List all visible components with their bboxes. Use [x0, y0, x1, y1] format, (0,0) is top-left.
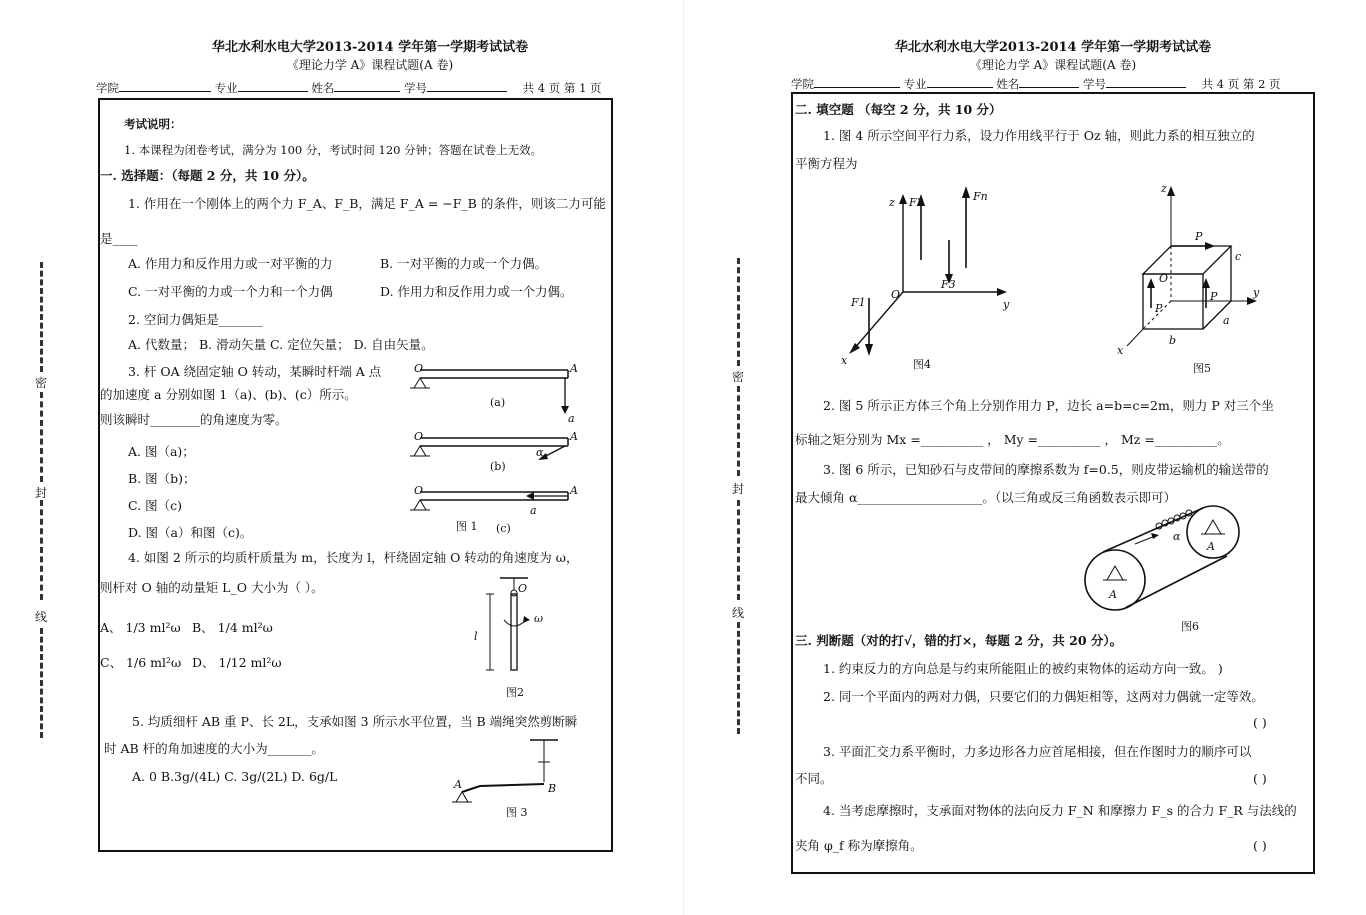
- fig5-label-z: z: [1161, 182, 1167, 195]
- figure-6: [1073, 500, 1333, 636]
- q1-cont: 是____: [100, 231, 138, 246]
- fig4-caption: 图4: [913, 358, 931, 371]
- fig5-label-a: a: [1223, 314, 1230, 327]
- fig3-caption: 图 3: [506, 806, 528, 819]
- fig1-label-acc: a: [530, 504, 537, 517]
- fig3-label-A: A: [454, 778, 462, 791]
- q1-option-a: A. 作用力和反作用力或一对平衡的力: [128, 256, 333, 271]
- fig1-label-alpha: α: [536, 446, 544, 459]
- page-info: 共 4 页 第 1 页: [522, 81, 602, 95]
- fig4-label-F1: F1: [851, 296, 866, 309]
- exam-subtitle: 《理论力学 A》课程试题(A 卷): [286, 58, 454, 72]
- fig1-label-b: (b): [490, 460, 506, 473]
- fig5-label-O: O: [1159, 272, 1169, 285]
- fig6-label-A: A: [1109, 588, 1117, 601]
- page-info: 共 4 页 第 2 页: [1201, 77, 1281, 91]
- fig1-label-a: (a): [490, 396, 506, 409]
- fig3-label-B: B: [548, 782, 557, 795]
- seal-char: 线: [35, 610, 48, 624]
- q4-option-d: D、 1/12 ml²ω: [192, 655, 282, 670]
- q3-option-c: C. 图（c): [128, 498, 182, 513]
- fig1-label-c: (c): [496, 522, 511, 535]
- fig1-label-O: O: [414, 430, 424, 443]
- fig4-label-O: O: [891, 288, 901, 301]
- header-info-row: [791, 76, 1281, 92]
- fill2-line2: 标轴之矩分别为 Mx =__________ ， My =__________ ， Mz =__________。: [795, 432, 1230, 447]
- fig6-label-A: A: [1207, 540, 1215, 553]
- fig4-label-z: z: [889, 196, 895, 209]
- q3-line1: 3. 杆 OA 绕固定轴 O 转动，某瞬时杆端 A 点: [128, 364, 382, 379]
- college-label: 学院: [96, 81, 119, 95]
- judge2-paren: ( ): [1253, 715, 1267, 730]
- fig1-label-A: A: [570, 430, 578, 443]
- q5-line1: 5. 均质细杆 AB 重 P、长 2L，支承如图 3 所示水平位置，当 B 端绳突然剪断瞬: [132, 714, 578, 729]
- fig5-label-P: P: [1195, 230, 1203, 243]
- fig4-label-x: x: [841, 354, 848, 367]
- section3-title: 三. 判断题（对的打√，错的打×，每题 2 分，共 20 分）。: [795, 633, 1123, 648]
- section1-title: 一. 选择题：（每题 2 分，共 10 分）。: [100, 168, 315, 183]
- q3-option-a: A. 图（a)；: [128, 444, 195, 459]
- judge2: 2. 同一个平面内的两对力偶，只要它们的力偶矩相等，这两对力偶就一定等效。: [823, 689, 1264, 704]
- seal-line: [737, 258, 740, 366]
- q1-option-c: C. 一对平衡的力或一个力和一个力偶: [128, 284, 333, 299]
- fig1-caption: 图 1: [456, 520, 478, 533]
- fig1-label-acc: a: [568, 412, 575, 425]
- judge4-line1: 4. 当考虑摩擦时，支承面对物体的法向反力 F_N 和摩擦力 F_s 的合力 F_R 与法线的: [823, 803, 1297, 818]
- fill3-line1: 3. 图 6 所示，已知砂石与皮带间的摩擦系数为 f=0.5，则皮带运输机的输送带的: [823, 462, 1269, 477]
- fill2-line1: 2. 图 5 所示正方体三个角上分别作用力 P，边长 a=b=c=2m，则力 P 对三个坐: [823, 398, 1274, 413]
- q5-line2: 时 AB 杆的角加速度的大小为_______。: [104, 741, 324, 756]
- seal-line: [737, 622, 740, 734]
- figure-2: [470, 570, 560, 705]
- fig1-label-A: A: [570, 484, 578, 497]
- seal-char: 密: [35, 376, 48, 390]
- figure-5: [1111, 178, 1271, 378]
- fig4-label-y: y: [1003, 298, 1010, 311]
- judge3-paren: ( ): [1253, 771, 1267, 786]
- judge3-line2: 不同。: [795, 771, 833, 786]
- fig5-label-x: x: [1117, 344, 1124, 357]
- fig5-label-P: P: [1210, 290, 1218, 303]
- fig6-caption: 图6: [1181, 620, 1199, 633]
- q5-options: A. 0 B.3g/(4L) C. 3g/(2L) D. 6g/L: [132, 769, 338, 784]
- q2-text: 2. 空间力偶矩是_______: [128, 312, 263, 327]
- fig2-label-O: O: [518, 582, 528, 595]
- q1-text: 1. 作用在一个刚体上的两个力 F_A、F_B，满足 F_A = −F_B 的条件，则该二力可能: [128, 196, 606, 211]
- exam-title: 华北水利水电大学2013-2014 学年第一学期考试试卷: [894, 40, 1212, 55]
- header-info-row: [96, 80, 602, 96]
- seal-line: [40, 628, 43, 738]
- q3-option-b: B. 图（b)；: [128, 471, 196, 486]
- q2-options: A. 代数量； B. 滑动矢量 C. 定位矢量； D. 自由矢量。: [128, 337, 434, 352]
- exam-page-2: [683, 0, 1366, 915]
- fig2-label-l: l: [474, 630, 478, 643]
- fig1-label-A: A: [570, 362, 578, 375]
- judge3-line1: 3. 平面汇交力系平衡时，力多边形各力应首尾相接，但在作图时力的顺序可以: [823, 744, 1252, 759]
- fig1-label-O: O: [414, 484, 424, 497]
- fig1-label-O: O: [414, 362, 424, 375]
- fig5-caption: 图5: [1193, 362, 1211, 375]
- fig4-label-F3: F3: [941, 278, 956, 291]
- fig2-label-omega: ω: [534, 612, 543, 625]
- q1-option-d: D. 作用力和反作用力或一个力偶。: [380, 284, 573, 299]
- q4-line1: 4. 如图 2 所示的均质杆质量为 m，长度为 l，杆绕固定轴 O 转动的角速度为 ω，: [128, 550, 579, 565]
- fig5-label-P: P: [1155, 302, 1163, 315]
- fig4-label-Fn: Fn: [973, 190, 988, 203]
- judge4-paren: ( ): [1253, 838, 1267, 853]
- id-label: 学号: [403, 81, 427, 95]
- seal-line: [737, 386, 740, 476]
- q4-option-c: C、 1/6 ml²ω: [100, 655, 182, 670]
- q3-line3: 则该瞬时________的角速度为零。: [100, 412, 288, 427]
- notes-line: 1. 本课程为闭卷考试，满分为 100 分，考试时间 120 分钟；答题在试卷上无效。: [124, 143, 543, 157]
- id-label: 学号: [1082, 77, 1106, 91]
- fig5-label-y: y: [1253, 286, 1260, 299]
- fill3-line2: 最大倾角 α____________________。（以三角或反三角函数表示即可）: [795, 490, 1177, 505]
- q4-line2: 则杆对 O 轴的动量矩 L_O 大小为（ ）。: [100, 580, 324, 595]
- fill1-line2: 平衡方程为: [795, 156, 858, 171]
- seal-char: 密: [732, 370, 745, 384]
- fig4-label-F2: F2: [909, 196, 924, 209]
- figure-4: [831, 180, 1021, 375]
- exam-subtitle: 《理论力学 A》课程试题(A 卷): [969, 58, 1137, 72]
- seal-line: [40, 500, 43, 600]
- seal-char: 封: [732, 482, 745, 496]
- figure-3: [440, 732, 570, 822]
- q3-option-d: D. 图（a）和图（c)。: [128, 525, 253, 540]
- judge1: 1. 约束反力的方向总是与约束所能阻止的被约束物体的运动方向一致。 ): [823, 661, 1223, 676]
- seal-line: [40, 262, 43, 372]
- seal-line: [40, 392, 43, 482]
- major-label: 专业: [903, 77, 927, 91]
- name-label: 姓名: [996, 77, 1020, 91]
- name-label: 姓名: [311, 81, 335, 95]
- seal-char: 封: [35, 486, 48, 500]
- q4-option-b: B、 1/4 ml²ω: [192, 620, 273, 635]
- figure-1: [410, 360, 600, 540]
- seal-char: 线: [732, 606, 745, 620]
- seal-line: [737, 500, 740, 600]
- section2-title: 二. 填空题 （每空 2 分，共 10 分）: [795, 102, 1002, 117]
- judge4-line2: 夹角 φ_f 称为摩擦角。: [795, 838, 923, 853]
- q4-option-a: A、 1/3 ml²ω: [100, 620, 181, 635]
- notes-title: 考试说明：: [124, 117, 182, 131]
- exam-title: 华北水利水电大学2013-2014 学年第一学期考试试卷: [211, 40, 529, 55]
- fig5-label-b: b: [1169, 334, 1177, 347]
- major-label: 专业: [214, 81, 238, 95]
- q3-line2: 的加速度 a 分别如图 1（a)、(b)、(c）所示。: [100, 387, 357, 402]
- fill1-line1: 1. 图 4 所示空间平行力系，设力作用线平行于 Oz 轴，则此力系的相互独立的: [823, 128, 1255, 143]
- fig6-label-alpha: α: [1173, 530, 1181, 543]
- fig2-caption: 图2: [506, 686, 524, 699]
- q1-option-b: B. 一对平衡的力或一个力偶。: [380, 256, 548, 271]
- college-label: 学院: [791, 77, 814, 91]
- fig5-label-c: c: [1235, 250, 1242, 263]
